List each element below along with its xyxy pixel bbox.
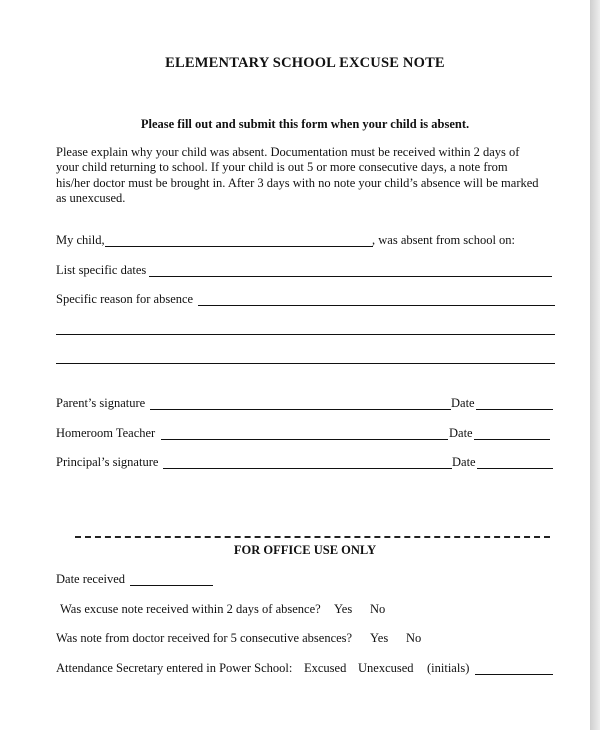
dates-label: List specific dates [56,263,147,277]
principal-date-label: Date [452,455,476,469]
excused-option[interactable]: Excused [304,661,347,675]
reason-field[interactable] [198,305,555,306]
document-title: ELEMENTARY SCHOOL EXCUSE NOTE [165,55,445,71]
paragraph-line-1: Please explain why your child was absent. Documentation must be received within 2 days of [56,145,520,159]
paragraph-line-3: his/her doctor must be brought in. After 3 days with no note your child’s absence will be marked [56,175,539,190]
child-name-field[interactable] [105,246,373,247]
paragraph-line-4: as unexcused. [56,190,126,205]
paragraph-line-2: your child returning to school. If your child is out 5 or more consecutive days, a note from [56,160,508,175]
two-day-question: Was excuse note received within 2 days of absence? [60,602,321,616]
unexcused-option[interactable]: Unexcused [358,661,414,675]
doctor-note-question: Was note from doctor received for 5 consecutive absences? [56,631,353,645]
date-received-field[interactable] [130,585,213,586]
dates-field[interactable] [149,276,552,277]
parent-date-field[interactable] [476,409,553,410]
initials-field[interactable] [475,674,553,675]
absent-from-label: , was absent from school on: [372,233,516,247]
initials-label: (initials) [427,661,470,675]
two-day-no-option[interactable]: No [370,602,386,616]
homeroom-teacher-label: Homeroom Teacher [56,426,156,440]
two-day-yes-option[interactable]: Yes [334,602,353,616]
teacher-date-field[interactable] [474,439,550,440]
doctor-no-option[interactable]: No [406,631,422,645]
reason-field-line-3[interactable] [56,363,555,364]
principal-date-field[interactable] [477,468,553,469]
instructions-paragraph [56,145,566,206]
principal-signature-label: Principal’s signature [56,455,159,469]
parent-signature-field[interactable] [150,409,451,410]
parent-signature-label: Parent’s signature [56,396,146,410]
reason-field-line-2[interactable] [56,334,555,335]
reason-label: Specific reason for absence [56,292,194,306]
teacher-date-label: Date [449,426,473,440]
my-child-label: My child, [56,233,105,247]
cut-line-divider [75,536,550,538]
page-edge-shadow [590,0,600,730]
office-use-heading: FOR OFFICE USE ONLY [233,543,377,557]
teacher-signature-field[interactable] [161,439,448,440]
principal-signature-field[interactable] [163,468,452,469]
date-received-label: Date received [56,572,126,586]
form-instruction: Please fill out and submit this form when your child is absent. [140,117,470,131]
doctor-yes-option[interactable]: Yes [370,631,389,645]
attendance-label: Attendance Secretary entered in Power School: [56,661,293,675]
parent-date-label: Date [451,396,475,410]
